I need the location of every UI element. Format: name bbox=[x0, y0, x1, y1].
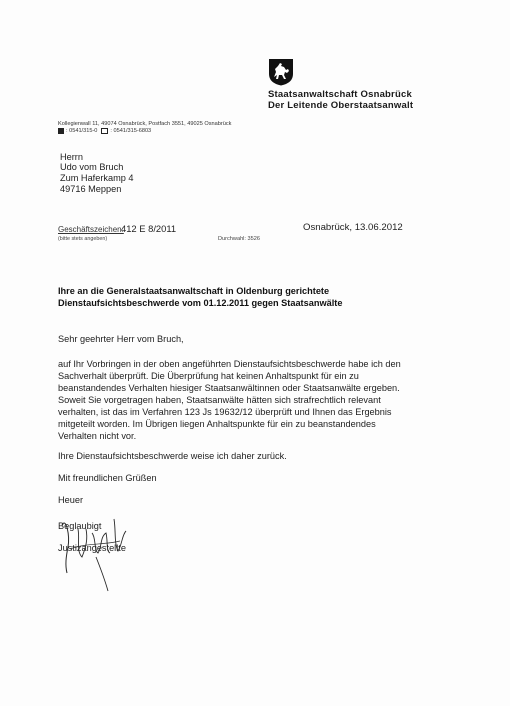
body-line: beanstandendes Verhalten hiesiger Staatsanwältinnen oder Staatsanwälte ergeben. bbox=[58, 383, 400, 393]
clerk-title: Justizangestellte bbox=[58, 543, 126, 553]
body-line: Soweit Sie vorgetragen haben, Staatsanwälte hätten sich strafrechtlich relevant bbox=[58, 395, 381, 405]
reference-label: Geschäftszeichen: bbox=[58, 225, 124, 234]
org-subtitle: Der Leitende Oberstaatsanwalt bbox=[268, 100, 414, 111]
body-line: Sachverhalt überprüft. Die Überprüfung hat keinen Anhaltspunkt für ein zu bbox=[58, 371, 359, 381]
sender-contact-line bbox=[58, 128, 151, 134]
phone-number: : 0541/315-0 bbox=[66, 128, 98, 134]
recipient-street: Zum Haferkamp 4 bbox=[60, 173, 134, 183]
subject-line-1: Ihre an die Generalstaatsanwaltschaft in Oldenburg gerichtete bbox=[58, 286, 330, 296]
recipient-city: 49716 Meppen bbox=[60, 184, 122, 194]
handwritten-signature bbox=[56, 507, 146, 595]
phone-icon bbox=[58, 128, 64, 134]
letter-date: Osnabrück, 13.06.2012 bbox=[303, 222, 403, 233]
lower-saxony-horse-crest-icon bbox=[268, 58, 294, 86]
org-name: Staatsanwaltschaft Osnabrück bbox=[268, 89, 412, 100]
reference-number: 412 E 8/2011 bbox=[121, 223, 177, 234]
recipient-salutation: Herrn bbox=[60, 152, 83, 162]
salutation: Sehr geehrter Herr vom Bruch, bbox=[58, 334, 184, 344]
recipient-name: Udo vom Bruch bbox=[60, 162, 124, 172]
extension-number: Durchwahl: 3526 bbox=[218, 236, 260, 242]
rejection-line: Ihre Dienstaufsichtsbeschwerde weise ich daher zurück. bbox=[58, 451, 287, 461]
closing-line: Mit freundlichen Grüßen bbox=[58, 473, 157, 483]
body-line: mitgeteilt worden. Im Übrigen liegen Anhaltspunkte für ein zu beanstandendes bbox=[58, 419, 376, 429]
certified-label: Beglaubigt bbox=[58, 521, 102, 531]
fax-icon bbox=[101, 128, 108, 134]
body-line: auf Ihr Vorbringen in der oben angeführten Dienstaufsichtsbeschwerde habe ich den bbox=[58, 359, 401, 369]
body-line: verhalten, ist das im Verfahren 123 Js 19632/12 überprüft und Ihnen das Ergebnis bbox=[58, 407, 392, 417]
fax-number: : 0541/315-6803 bbox=[110, 128, 152, 134]
reference-note: (bitte stets angeben) bbox=[58, 236, 108, 242]
sender-address: Kollegienwall 11, 49074 Osnabrück, Postfach 3551, 49025 Osnabrück bbox=[58, 121, 232, 127]
signer-name: Heuer bbox=[58, 495, 84, 505]
subject-line-2: Dienstaufsichtsbeschwerde vom 01.12.2011 gegen Staatsanwälte bbox=[58, 298, 343, 308]
body-line: Verhalten nicht vor. bbox=[58, 431, 137, 441]
